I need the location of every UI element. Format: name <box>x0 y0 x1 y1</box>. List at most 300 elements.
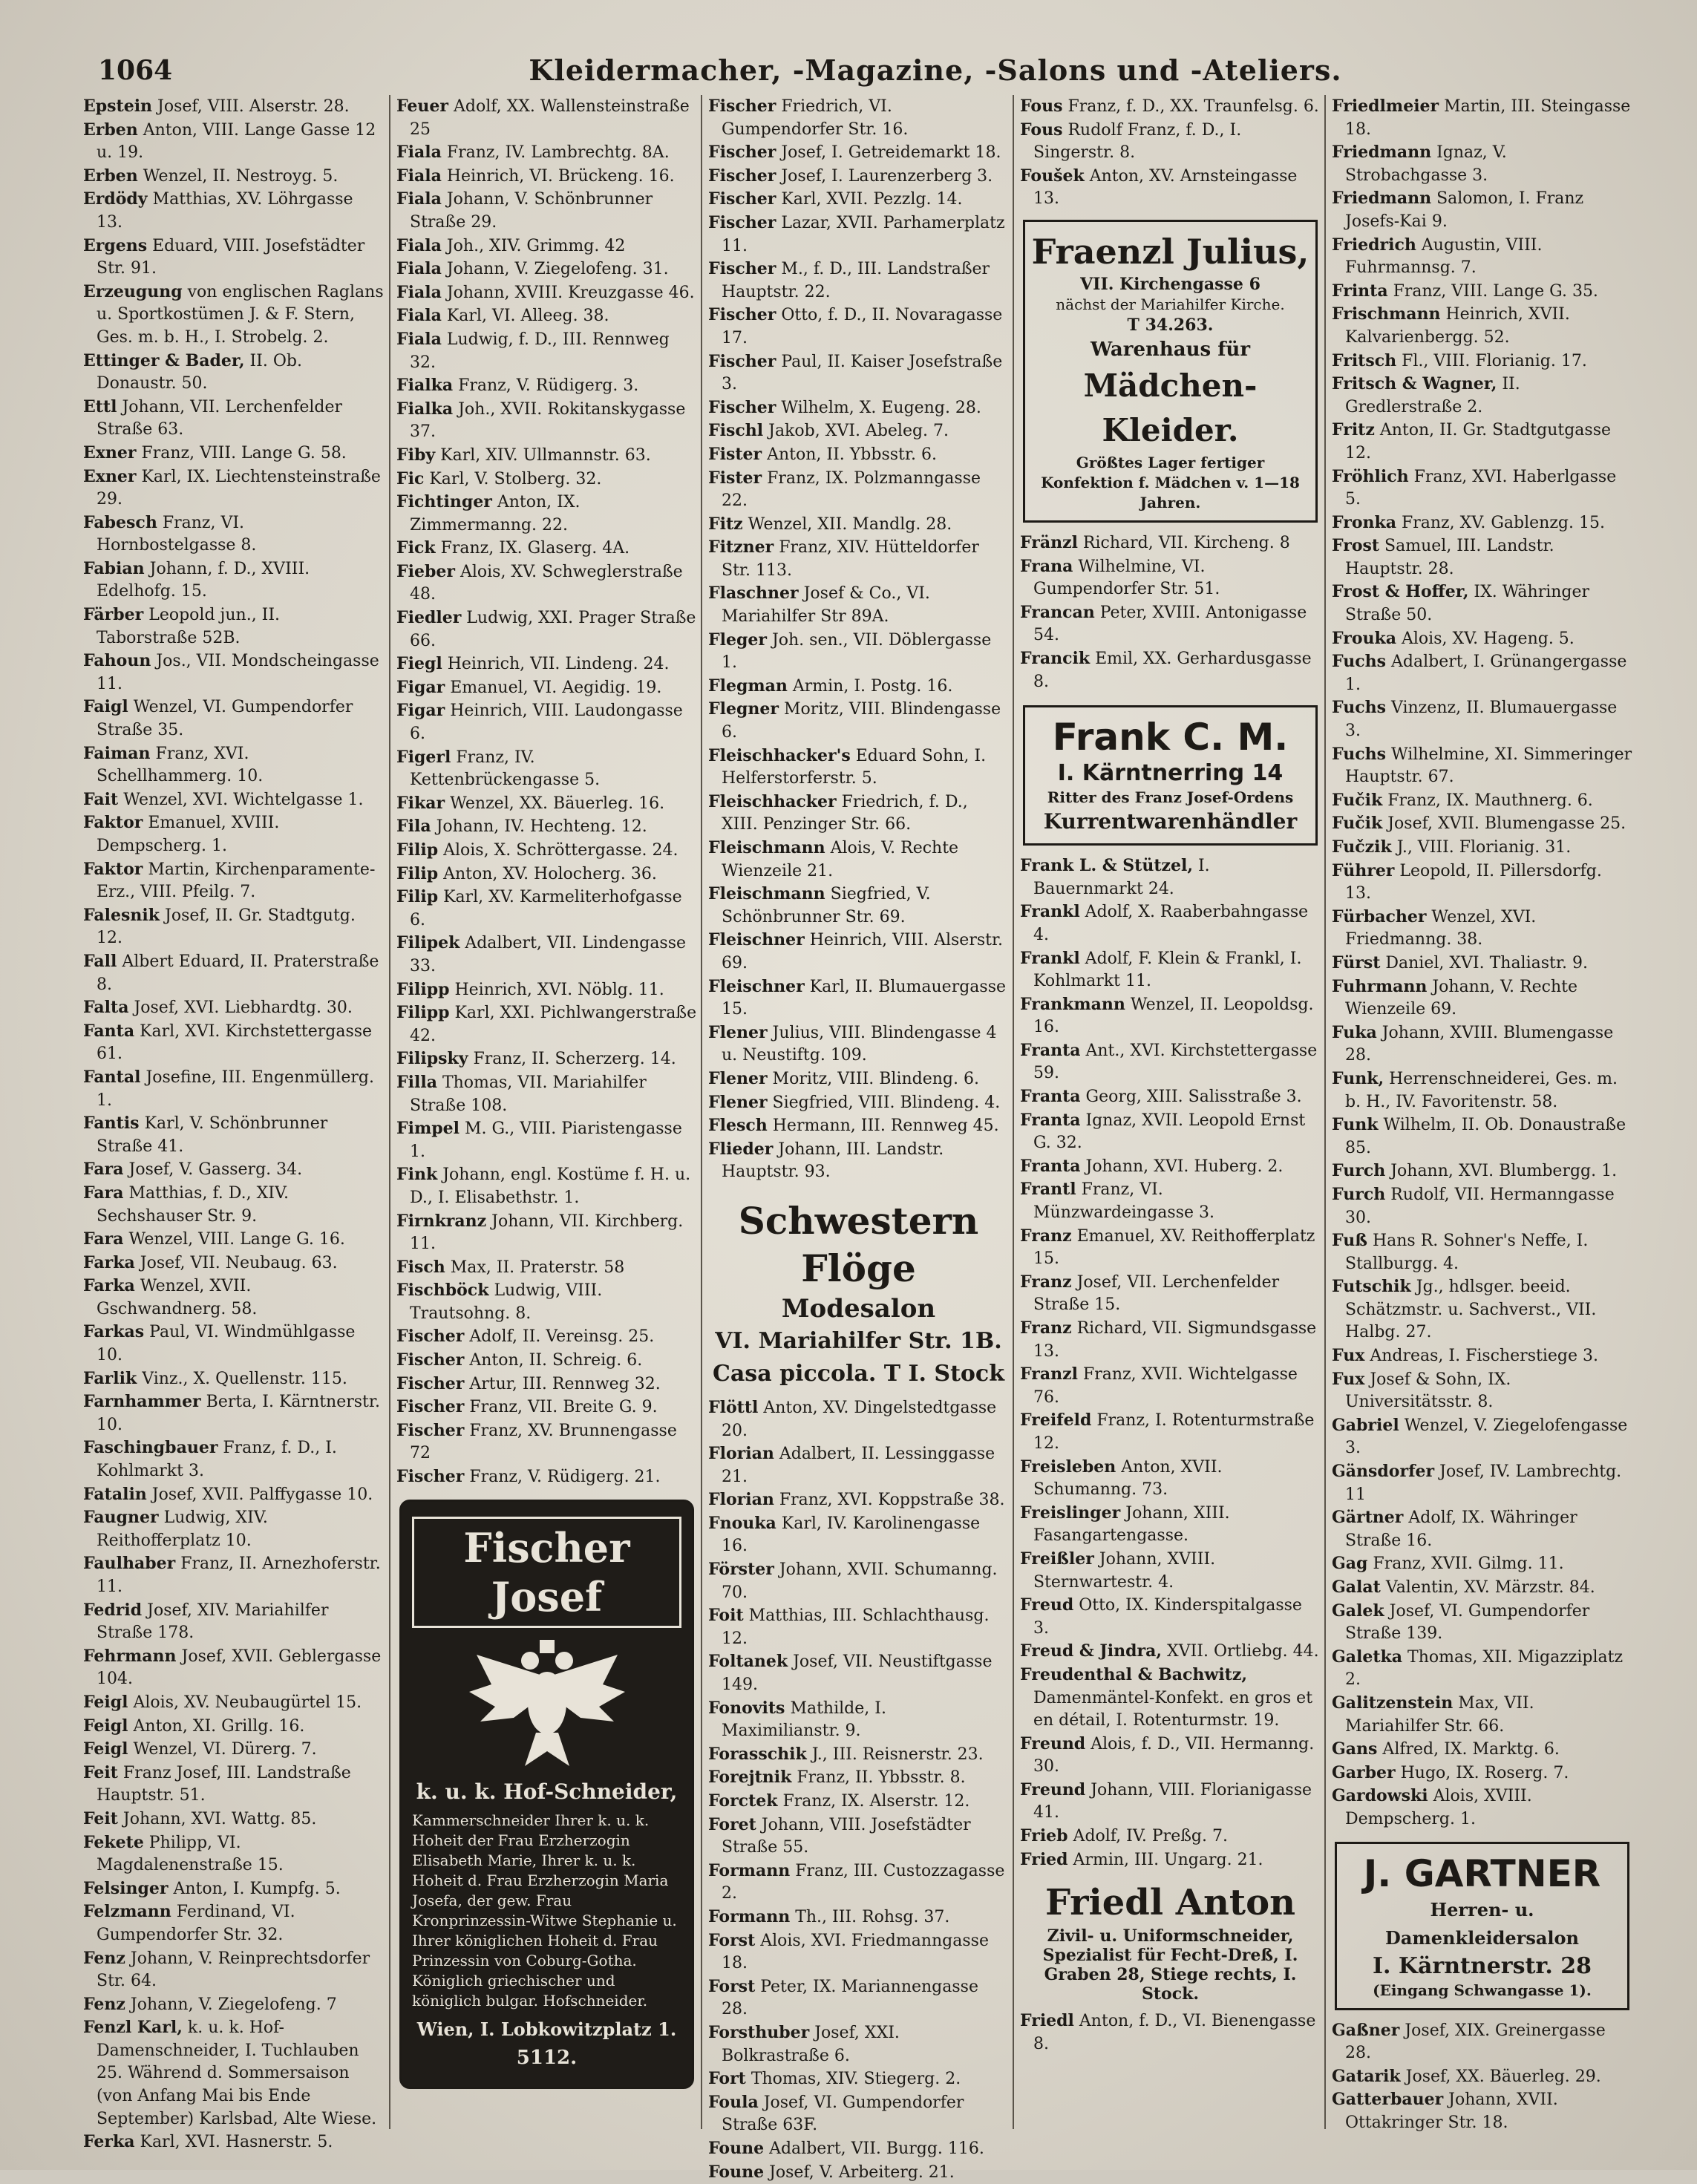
entry-address: Friedrich, f. D., XIII. Penzinger Str. 66. <box>722 793 968 834</box>
entry-name: Fiala <box>396 166 442 186</box>
entry-address: Leopold, II. Pillersdorfg. 13. <box>1345 862 1602 903</box>
entry-address: Johann, V. Reinprechtsdorfer Str. 64. <box>97 1949 370 1991</box>
entry-address: J., III. Reisnerstr. 23. <box>807 1745 984 1764</box>
entry-name: Fritsch & Wagner, <box>1332 374 1497 393</box>
entry-name: Freifeld <box>1020 1410 1091 1430</box>
entry-name: Fialka <box>396 376 453 395</box>
entry-name: Fara <box>83 1160 124 1179</box>
directory-entry <box>708 883 1009 929</box>
directory-entry <box>708 1790 1009 1814</box>
entry-address: Josef, XXI. Bolkrastraße 6. <box>722 2024 900 2065</box>
entry-address: Johann, XVII. Schumanng. 70. <box>722 1560 998 1602</box>
entry-name: Flieder <box>708 1140 773 1159</box>
entry-name: Fuchs <box>1332 652 1386 671</box>
entry-name: Ergens <box>83 236 147 255</box>
entry-address: Alois, XV. Neubaugürtel 15. <box>128 1693 362 1712</box>
directory-entry <box>1332 350 1632 373</box>
entry-address: Anton, XV. Arnsteingasse 13. <box>1033 167 1297 209</box>
directory-entry <box>1332 511 1632 535</box>
entry-address: Wenzel, VIII. Lange G. 16. <box>124 1230 345 1249</box>
entry-name: Forsthuber <box>708 2023 809 2042</box>
entry-address: Wenzel, VI. Dürerg. 7. <box>128 1740 317 1759</box>
ad-body: Kammerschneider Ihrer k. u. k. Hoheit der Frau Erzherzogin Elisabeth Marie, Ihrer k. u. k. Hoheit d. Frau Erzherzogin Maria Josefa, der gew. Frau Kronprinzessin-Witwe Stephanie u. Ihrer königlichen Hoheit d. Frau Prinzessin von Coburg-Gotha. Königlich griechischer und königlich bulgar. Hofschneider. <box>412 1811 681 2011</box>
entry-address: Josef, XVII. Palffygasse 10. <box>147 1485 373 1504</box>
entry-address: Franz, XVI. Schellhammerg. 10. <box>97 745 263 786</box>
entry-name: Flegner <box>708 699 779 719</box>
entry-name: Fedrid <box>83 1601 142 1620</box>
entry-address: Johann, f. D., XVIII. Edelhofg. 15. <box>97 560 310 601</box>
directory-entry <box>708 1068 1009 1091</box>
directory-entry <box>396 1047 697 1071</box>
entry-name: Foune <box>708 2162 764 2182</box>
directory-entry <box>708 1512 1009 1558</box>
entry-address: Emil, XX. Gerhardusgasse 8. <box>1033 650 1312 691</box>
entry-address: Johann, III. Landstr. Hauptstr. 93. <box>722 1140 944 1182</box>
directory-entry <box>83 188 384 234</box>
directory-entry <box>708 2091 1009 2137</box>
entry-address: Ludwig, VIII. Trautsohng. 8. <box>410 1281 602 1323</box>
entry-address: Armin, III. Ungarg. 21. <box>1068 1851 1263 1869</box>
entry-address: Thomas, XII. Migazziplatz 2. <box>1345 1648 1623 1690</box>
directory-entry <box>1332 1275 1632 1344</box>
entry-address: Mathilde, I. Maximilianstr. 9. <box>722 1699 886 1741</box>
column-1 <box>83 95 384 2129</box>
ad-line: (Eingang Schwangasse 1). <box>1343 1981 1621 2001</box>
directory-entry <box>1332 1414 1632 1460</box>
entry-address: Wilhelm, II. Ob. Donaustraße 85. <box>1345 1116 1626 1157</box>
entry-address: Otto, f. D., II. Novaragasse 17. <box>722 306 1002 347</box>
entry-address: Jos., VII. Mondscheingasse 11. <box>97 652 379 693</box>
directory-entry <box>1020 532 1321 555</box>
entry-address: II. Ob. Donaustr. 50. <box>97 352 302 393</box>
directory-entry <box>396 281 697 305</box>
directory-entry <box>708 1975 1009 2021</box>
directory-entry <box>1020 1779 1321 1825</box>
entry-address: Franz, VIII. Lange G. 35. <box>1388 282 1598 301</box>
entry-name: Felsinger <box>83 1879 168 1898</box>
entry-address: Siegfried, VIII. Blindeng. 4. <box>768 1093 1001 1112</box>
entry-address: Thomas, XIV. Stiegerg. 2. <box>746 2070 961 2088</box>
directory-entry <box>1020 1317 1321 1363</box>
entry-address: k. u. k. Hof-Damenschneider, I. Tuchlauben 25. Während d. Sommersaison (von Anfang Mai bis Ende September) Karlsbad, Alte Wiese. <box>97 2018 376 2128</box>
directory-entry <box>1332 743 1632 789</box>
entry-name: Freud & Jindra, <box>1020 1641 1162 1661</box>
entry-name: Epstein <box>83 97 152 116</box>
page-number: 1064 <box>98 55 172 86</box>
entry-address: Johann, XVI. Blumbergg. 1. <box>1385 1162 1617 1180</box>
entry-address: Josefine, III. Engenmüllerg. 1. <box>97 1068 374 1110</box>
entry-address: Johann, XVI. Wattg. 85. <box>118 1810 316 1828</box>
entry-name: Fiala <box>396 330 442 349</box>
entry-name: Fonovits <box>708 1699 785 1718</box>
entry-address: Anton, II. Schreig. 6. <box>464 1351 642 1370</box>
entry-address: I. Bauernmarkt 24. <box>1033 857 1210 898</box>
directory-entry <box>1332 1114 1632 1160</box>
entry-address: Johann, VIII. Florianigasse 41. <box>1033 1781 1312 1822</box>
entry-name: Fiala <box>396 189 442 209</box>
entry-name: Frouka <box>1332 629 1396 648</box>
entry-address: J., VIII. Florianig. 31. <box>1392 838 1572 857</box>
ad-line: Herren- u. Damenkleidersalon <box>1343 1896 1621 1952</box>
directory-entry <box>1020 1409 1321 1455</box>
directory-entry <box>396 746 697 792</box>
directory-columns <box>83 95 1627 2129</box>
directory-entry <box>708 212 1009 258</box>
entry-address: Karl, V. Stolberg. 32. <box>424 470 601 488</box>
entry-address: Josef, V. Arbeiterg. 21. <box>764 2163 955 2182</box>
entry-name: Fiala <box>396 306 442 325</box>
directory-entry <box>83 1321 384 1367</box>
entry-address: Ludwig, XIV. Reithofferplatz 10. <box>97 1508 268 1550</box>
directory-entry <box>83 442 384 465</box>
directory-entry <box>1332 1738 1632 1762</box>
entry-name: Fischl <box>708 421 763 440</box>
directory-entry <box>708 1814 1009 1860</box>
ad-friedl-anton <box>1020 1879 1321 2004</box>
double-eagle-icon <box>462 1632 632 1773</box>
entry-address: Leopold jun., II. Taborstraße 52B. <box>97 606 280 647</box>
directory-entry <box>1332 1692 1632 1738</box>
entry-name: Foune <box>708 2139 764 2158</box>
entry-name: Erzeugung <box>83 282 183 301</box>
entry-name: Fabesch <box>83 513 157 532</box>
entry-name: Fischer <box>396 1374 464 1393</box>
entry-address: Josef, XX. Bäuerleg. 29. <box>1401 2067 1601 2086</box>
directory-entry <box>708 837 1009 883</box>
entry-address: Franz, VIII. Lange G. 58. <box>136 444 346 462</box>
directory-entry <box>1332 1021 1632 1068</box>
entry-name: Filipp <box>396 1003 449 1022</box>
directory-entry <box>708 929 1009 975</box>
directory-entry <box>83 1436 384 1482</box>
entry-name: Figar <box>396 701 445 720</box>
entry-address: Franz, VI. Münzwardeingasse 3. <box>1033 1180 1214 1222</box>
directory-entry <box>396 165 697 189</box>
entry-name: Friedlmeier <box>1332 97 1439 116</box>
entry-name: Fischer <box>396 1421 464 1440</box>
entry-name: Faulhaber <box>83 1554 175 1573</box>
entry-name: Fischer <box>708 166 776 186</box>
entry-name: Gaßner <box>1332 2021 1399 2040</box>
entry-name: Fister <box>708 468 762 488</box>
entry-address: Karl, VI. Alleeg. 38. <box>442 307 609 325</box>
entry-name: Fiedler <box>396 608 461 627</box>
entry-name: Fantis <box>83 1114 140 1133</box>
entry-name: Flener <box>708 1069 768 1088</box>
entry-address: Johann, IV. Hechteng. 12. <box>431 817 647 836</box>
directory-entry <box>1020 1548 1321 1594</box>
entry-name: Fara <box>83 1229 124 1249</box>
directory-entry <box>1332 975 1632 1021</box>
directory-entry <box>396 1279 697 1325</box>
entry-name: Fischer <box>396 1327 464 1346</box>
directory-entry <box>83 1066 384 1112</box>
entry-address: Adolf, XX. Wallensteinstraße 25 <box>410 97 690 139</box>
entry-address: Franz, XVII. Wichtelgasse 76. <box>1033 1365 1298 1407</box>
entry-name: Fleischhacker's <box>708 746 851 765</box>
entry-name: Flener <box>708 1093 768 1112</box>
directory-entry <box>83 1645 384 1691</box>
entry-address: Martin, III. Steingasse 18. <box>1345 97 1630 139</box>
entry-address: Johann, VII. Kirchberg. 11. <box>410 1212 683 1254</box>
entry-address: Fl., VIII. Florianig. 17. <box>1396 352 1587 370</box>
entry-address: M. G., VIII. Piaristengasse 1. <box>410 1119 682 1161</box>
entry-address: Martin, Kirchenparamente-Erz., VIII. Pfeilg. 7. <box>97 860 375 902</box>
entry-name: Fabian <box>83 559 145 578</box>
entry-address: Valentin, XV. Märzstr. 84. <box>1381 1578 1595 1597</box>
entry-address: Augustin, VIII. Fuhrmannsg. 7. <box>1345 236 1542 278</box>
ad-name: Friedl Anton <box>1020 1879 1321 1926</box>
directory-entry <box>708 1929 1009 1975</box>
entry-address: Emanuel, XV. Reithofferplatz 15. <box>1033 1227 1315 1269</box>
directory-entry <box>1332 1229 1632 1275</box>
entry-name: Foula <box>708 2093 759 2112</box>
entry-name: Frankl <box>1020 902 1080 921</box>
entry-name: Fuka <box>1332 1023 1377 1042</box>
directory-entry <box>83 811 384 857</box>
entry-address: Peter, XVIII. Antonigasse 54. <box>1033 604 1307 645</box>
entry-name: Fitz <box>708 514 743 534</box>
entry-address: Franz, f. D., I. Kohlmarkt 3. <box>97 1439 337 1480</box>
directory-entry <box>708 791 1009 837</box>
directory-entry <box>83 558 384 604</box>
entry-address: Heinrich, VIII. Alserstr. 69. <box>722 931 1003 972</box>
directory-entry <box>1020 1825 1321 1848</box>
entry-address: Anton, XV. Holocherg. 36. <box>438 865 657 883</box>
directory-entry <box>396 1465 697 1489</box>
entry-name: Formann <box>708 1907 790 1926</box>
entry-name: Frankmann <box>1020 995 1125 1014</box>
directory-entry <box>708 1091 1009 1115</box>
entry-address: Josef, VII. Neustiftgasse 149. <box>722 1652 992 1694</box>
entry-address: Josef, VI. Gumpendorfer Straße 63F. <box>722 2093 964 2135</box>
entry-name: Gardowski <box>1332 1786 1428 1805</box>
entry-address: Anton, XI. Grillg. 16. <box>128 1717 305 1736</box>
entry-name: Ettl <box>83 397 117 416</box>
directory-entry <box>1332 1506 1632 1552</box>
entry-name: Friedrich <box>1332 235 1416 255</box>
directory-entry <box>83 1900 384 1946</box>
entry-address: Adolf, II. Vereinsg. 25. <box>464 1327 654 1346</box>
directory-entry <box>396 978 697 1002</box>
ad-line: Casa piccola. T I. Stock <box>708 1358 1009 1390</box>
directory-entry <box>396 1325 697 1349</box>
entry-address: Johann, VIII. Josefstädter Straße 55. <box>722 1816 971 1857</box>
entry-name: Fürbacher <box>1332 907 1426 926</box>
entry-name: Farnhammer <box>83 1392 201 1411</box>
entry-name: Fialka <box>396 399 453 419</box>
directory-entry <box>708 2021 1009 2067</box>
entry-name: Filip <box>396 887 438 906</box>
directory-entry <box>708 1906 1009 1929</box>
directory-entry <box>1332 1460 1632 1506</box>
directory-entry <box>1332 1600 1632 1646</box>
entry-address: Adalbert, VII. Burgg. 116. <box>764 2139 984 2158</box>
entry-address: Franz, IX. Alserstr. 12. <box>777 1792 970 1811</box>
directory-entry <box>708 536 1009 582</box>
entry-name: Fuhrmann <box>1332 977 1427 996</box>
entry-address: Vinz., X. Quellenstr. 115. <box>137 1370 347 1388</box>
entry-address: Max, VII. Mariahilfer Str. 66. <box>1345 1694 1534 1736</box>
directory-entry <box>83 2131 384 2154</box>
entry-name: Frankl <box>1020 949 1080 968</box>
entry-name: Fehrmann <box>83 1647 177 1666</box>
entry-name: Garber <box>1332 1763 1396 1782</box>
directory-entry <box>1020 1502 1321 1548</box>
entry-name: Ferka <box>83 2132 135 2151</box>
ad-line: VI. Mariahilfer Str. 1B. <box>708 1325 1009 1358</box>
directory-entry <box>1332 303 1632 349</box>
directory-entry <box>83 1390 384 1436</box>
entry-name: Fisch <box>396 1258 445 1277</box>
ad-j-gartner <box>1335 1842 1629 2010</box>
entry-name: Fleischner <box>708 930 805 949</box>
ad-line: Modesalon <box>708 1292 1009 1325</box>
entry-name: Felzmann <box>83 1902 171 1921</box>
directory-entry <box>83 1691 384 1715</box>
column-4 <box>1020 95 1321 2129</box>
entry-name: Franta <box>1020 1087 1081 1106</box>
directory-entry <box>1332 1785 1632 1831</box>
ad-name: Schwestern Flöge <box>708 1197 1009 1292</box>
directory-entry <box>708 165 1009 189</box>
entry-name: Flöttl <box>708 1398 758 1417</box>
entry-name: Farkas <box>83 1322 144 1341</box>
directory-entry <box>1332 2088 1632 2134</box>
ad-line: Mädchen-Kleider. <box>1031 364 1309 453</box>
directory-entry <box>396 1256 697 1280</box>
entry-address: Wenzel, II. Leopoldsg. 16. <box>1033 995 1314 1037</box>
entry-address: Georg, XIII. Salisstraße 3. <box>1081 1088 1302 1106</box>
entry-name: Feit <box>83 1763 118 1782</box>
entry-name: Freudenthal & Bachwitz, <box>1020 1665 1247 1684</box>
entry-name: Franz <box>1020 1226 1072 1246</box>
entry-name: Faktor <box>83 860 143 879</box>
entry-address: Franz, III. Custozzagasse 2. <box>722 1862 1004 1903</box>
directory-entry <box>83 1808 384 1831</box>
entry-address: Wenzel, XVI. Wichtelgasse 1. <box>118 791 363 809</box>
entry-name: Gänsdorfer <box>1332 1462 1434 1481</box>
entry-address: Adolf, IV. Preßg. 7. <box>1068 1827 1228 1845</box>
column-3 <box>708 95 1009 2129</box>
entry-address: Alois, XVIII. Dempscherg. 1. <box>1345 1787 1532 1828</box>
entry-name: Fenz <box>83 1995 125 2014</box>
directory-entry <box>396 607 697 653</box>
directory-entry <box>708 1114 1009 1138</box>
entry-address: Anton, II. Ybbsstr. 6. <box>762 445 937 464</box>
entry-address: Paul, VI. Windmühlgasse 10. <box>97 1323 355 1364</box>
entry-name: Freund <box>1020 1734 1085 1753</box>
entry-name: Frana <box>1020 557 1073 576</box>
entry-address: Franz, V. Rüdigerg. 3. <box>453 376 638 395</box>
directory-entry <box>1020 1664 1321 1733</box>
entry-address: Wenzel, V. Ziegelofengasse 3. <box>1345 1416 1627 1458</box>
entry-address: von englischen Raglans u. Sportkostümen J. & F. Stern, Ges. m. b. H., I. Strobelg. 2. <box>97 283 384 347</box>
entry-address: Heinrich, VIII. Laudongasse 6. <box>410 702 683 743</box>
entry-address: Matthias, XV. Löhrgasse 13. <box>97 190 353 232</box>
entry-name: Franta <box>1020 1111 1081 1130</box>
entry-address: Emanuel, VI. Aegidig. 19. <box>445 679 661 697</box>
entry-list <box>1332 2019 1632 2135</box>
entry-address: Adolf, X. Raaberbahngasse 4. <box>1033 903 1308 944</box>
entry-address: Karl, XXI. Pichlwangerstraße 42. <box>410 1004 696 1045</box>
entry-address: Karl, II. Blumauergasse 15. <box>722 978 1006 1019</box>
entry-address: Wenzel, VI. Gumpendorfer Straße 35. <box>97 698 353 739</box>
directory-entry <box>396 932 697 978</box>
entry-address: Heinrich, VI. Brückeng. 16. <box>442 167 675 186</box>
entry-name: Friedl <box>1020 2011 1074 2030</box>
entry-name: Fux <box>1332 1346 1364 1365</box>
entry-name: Funk <box>1332 1115 1378 1134</box>
entry-name: Futschik <box>1332 1277 1411 1296</box>
ad-fraenzl-julius <box>1023 220 1318 523</box>
column-5 <box>1332 95 1632 2129</box>
directory-entry <box>1020 1109 1321 1155</box>
directory-entry <box>83 1275 384 1321</box>
entry-name: Fahoun <box>83 651 151 670</box>
entry-name: Florian <box>708 1444 774 1463</box>
entry-address: Adalbert, II. Lessinggasse 21. <box>722 1445 995 1486</box>
directory-entry <box>1332 627 1632 651</box>
entry-address: Lazar, XVII. Parhamerplatz 11. <box>722 214 1005 255</box>
directory-entry <box>83 996 384 1020</box>
entry-address: Otto, IX. Kinderspitalgasse 3. <box>1033 1596 1302 1638</box>
directory-entry <box>1020 95 1321 119</box>
entry-name: Farlik <box>83 1369 137 1388</box>
directory-entry <box>396 676 697 700</box>
entry-address: Franz, V. Rüdigerg. 21. <box>464 1468 660 1486</box>
entry-address: Eduard, VIII. Josefstädter Str. 91. <box>97 237 364 278</box>
entry-address: Johann, XIII. Fasangartengasse. <box>1033 1504 1230 1546</box>
entry-address: Siegfried, V. Schönbrunner Str. 69. <box>722 885 931 926</box>
entry-address: Hans R. Sohner's Neffe, I. Stallburgg. 4. <box>1345 1232 1588 1273</box>
entry-address: Johann, XVII. Ottakringer Str. 18. <box>1345 2090 1558 2132</box>
entry-address: Josef, V. Gasserg. 34. <box>124 1160 303 1179</box>
entry-address: Anton, VIII. Lange Gasse 12 u. 19. <box>97 121 376 163</box>
entry-name: Fuchs <box>1332 745 1386 764</box>
entry-name: Frost <box>1332 536 1379 555</box>
entry-address: Samuel, III. Landstr. Hauptstr. 28. <box>1345 537 1554 578</box>
directory-entry <box>1332 141 1632 187</box>
entry-address: Ignaz, XVII. Leopold Ernst G. 32. <box>1033 1111 1305 1153</box>
entry-address: Franz, f. D., XX. Traunfelsg. 6. <box>1062 97 1318 116</box>
directory-entry <box>1332 952 1632 975</box>
entry-address: Hugo, IX. Roserg. 7. <box>1396 1764 1569 1782</box>
directory-entry <box>1020 1456 1321 1502</box>
directory-entry <box>396 792 697 816</box>
entry-name: Fränzl <box>1020 533 1078 552</box>
entry-name: Flener <box>708 1023 768 1042</box>
entry-name: Filipp <box>396 980 449 999</box>
directory-entry <box>396 95 697 141</box>
entry-name: Fiala <box>396 283 442 302</box>
directory-entry <box>708 582 1009 628</box>
entry-name: Fischböck <box>396 1281 488 1300</box>
directory-entry <box>83 281 384 350</box>
entry-address: Karl, IV. Karolinengasse 16. <box>722 1514 980 1556</box>
directory-entry <box>1020 647 1321 693</box>
column-rule <box>701 95 702 2129</box>
entry-address: Emanuel, XVIII. Dempscherg. 1. <box>97 814 279 855</box>
entry-address: Franz, VI. Hornbostelgasse 8. <box>97 514 256 555</box>
entry-name: Fischer <box>396 1350 464 1370</box>
directory-entry <box>1020 1155 1321 1179</box>
entry-list <box>708 95 1009 1184</box>
entry-name: Fieber <box>396 562 455 581</box>
ad-frank-cm <box>1023 705 1318 846</box>
entry-name: Fischer <box>708 189 776 209</box>
entry-address: Josef, VII. Lerchenfelder Straße 15. <box>1033 1273 1279 1315</box>
